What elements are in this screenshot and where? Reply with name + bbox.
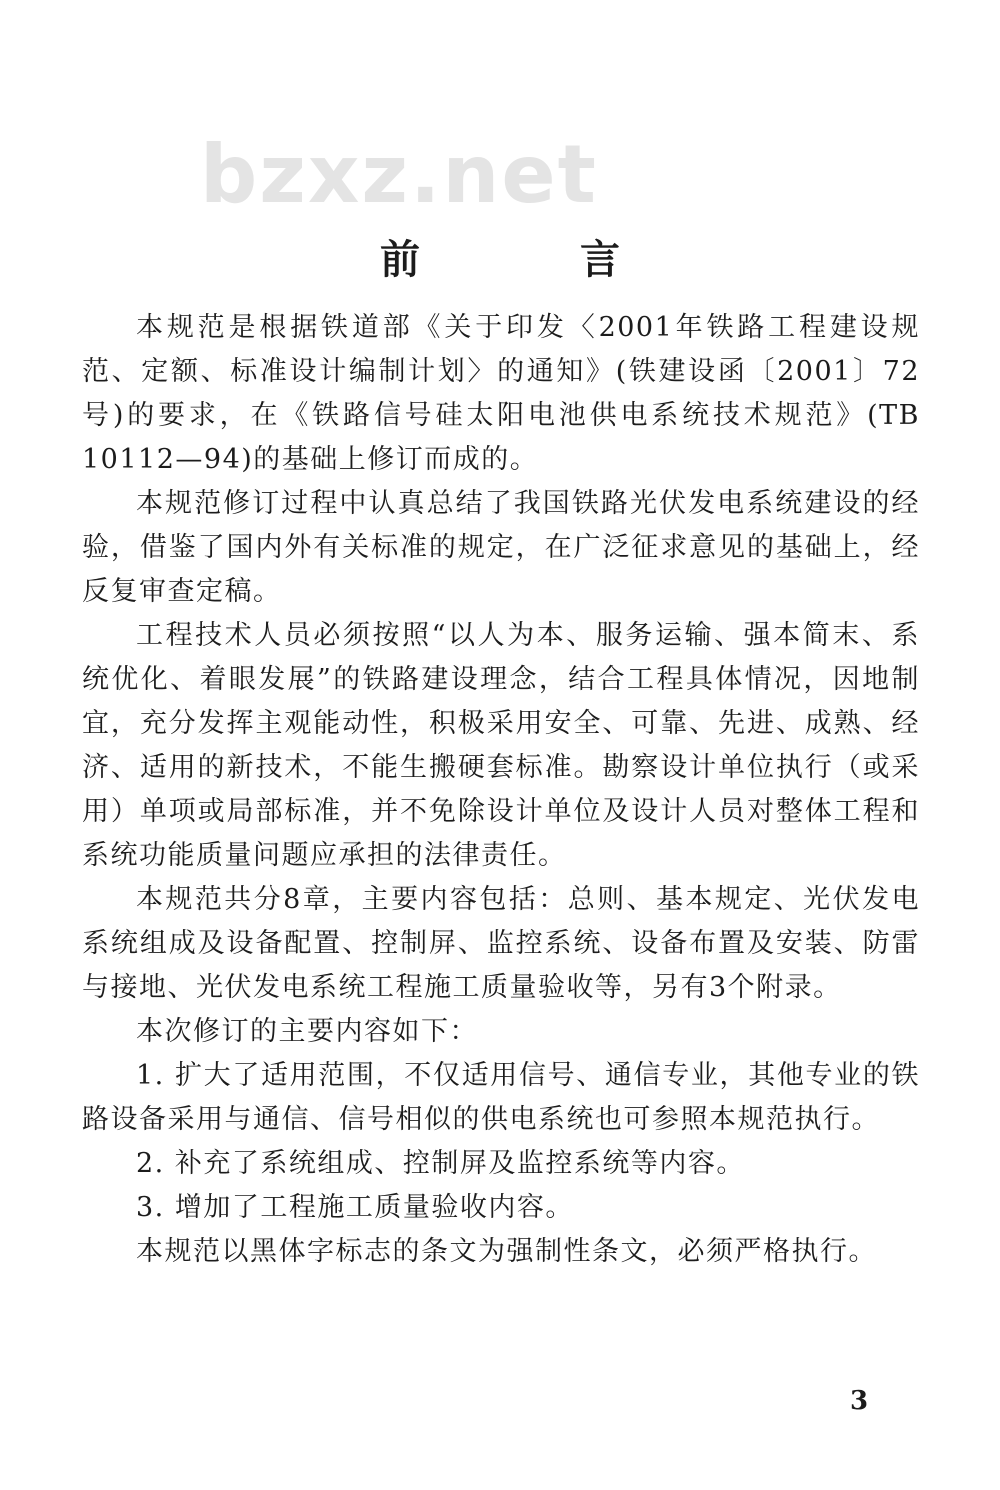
list-item: 2. 补充了系统组成、控制屏及监控系统等内容。: [136, 1148, 745, 1179]
list-item: 3. 增加了工程施工质量验收内容。: [136, 1192, 574, 1223]
paragraph: 本规范是根据铁道部《关于印发〈2001年铁路工程建设规范、定额、标准设计编制计划〉的通知》(铁建设函〔2001〕72号)的要求，在《铁路信号硅太阳电池供电系统技术规范》(TB 10112—94)的基础上修订而成的。: [82, 312, 920, 475]
list-item: 1. 扩大了适用范围，不仅适用信号、通信专业，其他专业的铁路设备采用与通信、信号相似的供电系统也可参照本规范执行。: [82, 1060, 920, 1135]
watermark: bzxz.net: [200, 128, 598, 221]
paragraph: 本规范修订过程中认真总结了我国铁路光伏发电系统建设的经验，借鉴了国内外有关标准的规定，在广泛征求意见的基础上，经反复审查定稿。: [82, 488, 920, 607]
paragraph: 本次修订的主要内容如下：: [136, 1016, 478, 1047]
paragraph: 工程技术人员必须按照“以人为本、服务运输、强本简末、系统优化、着眼发展”的铁路建设理念，结合工程具体情况，因地制宜，充分发挥主观能动性，积极采用安全、可靠、先进、成熟、经济、适用的新技术，不能生搬硬套标准。勘察设计单位执行（或采用）单项或局部标准，并不免除设计单位及设计人员对整体工程和系统功能质量问题应承担的法律责任。: [82, 620, 920, 871]
preface-body: [82, 306, 920, 1274]
page-number: 3: [850, 1386, 869, 1416]
paragraph: 本规范共分8章，主要内容包括：总则、基本规定、光伏发电系统组成及设备配置、控制屏、监控系统、设备布置及安装、防雷与接地、光伏发电系统工程施工质量验收等，另有3个附录。: [82, 884, 920, 1003]
page-title: 前 言: [380, 236, 680, 283]
paragraph: 本规范以黑体字标志的条文为强制性条文，必须严格执行。: [136, 1236, 877, 1267]
